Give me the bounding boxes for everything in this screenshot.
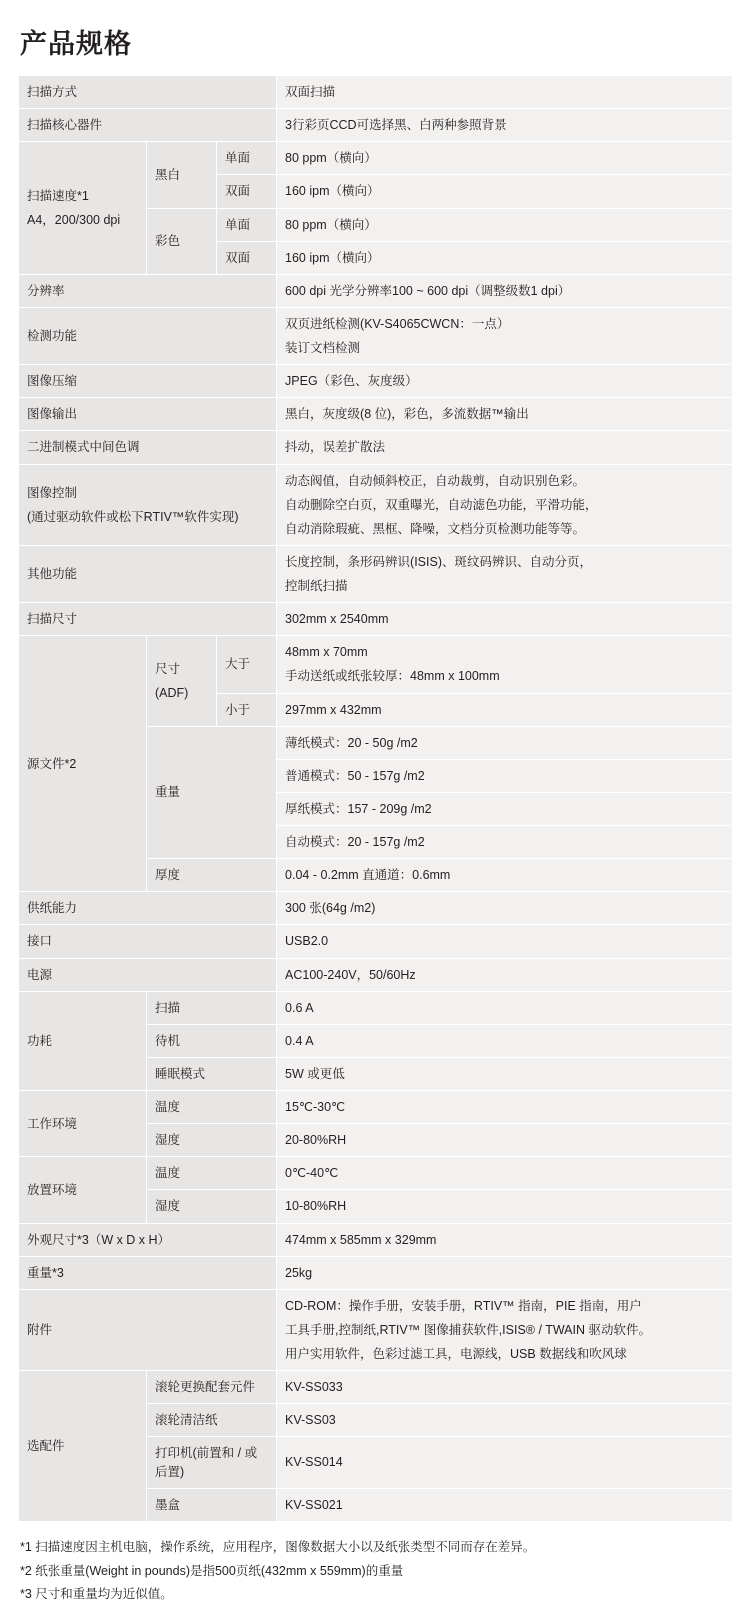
size-less-label: 小于 [217, 693, 277, 726]
footnotes [20, 1536, 730, 1607]
weight-thick-value: 厚纸模式：157 - 209g /m2 [277, 792, 733, 825]
table-row [19, 109, 733, 142]
accessory-label: 附件 [19, 1289, 277, 1370]
operating-hum-value: 20-80%RH [277, 1124, 733, 1157]
table-row [19, 603, 733, 636]
scan-speed-bw-label: 黑白 [147, 142, 217, 208]
table-row [19, 991, 733, 1024]
other-functions-value: 长度控制，条形码辨识(ISIS)、斑纹码辨识、自动分页， 控制纸扫描 [277, 545, 733, 602]
storage-hum-label: 湿度 [147, 1190, 277, 1223]
table-row [19, 398, 733, 431]
consumption-sleep-value: 5W 或更低 [277, 1057, 733, 1090]
specifications-table [18, 75, 733, 1522]
mass-label: 重量*3 [19, 1256, 277, 1289]
power-label: 电源 [19, 958, 277, 991]
paper-weight-label: 重量 [147, 726, 277, 859]
optional-roller-kit-value: KV-SS033 [277, 1371, 733, 1404]
halftone-label: 二进制模式中间色调 [19, 431, 277, 464]
page-title: 产品规格 [20, 29, 132, 59]
resolution-label: 分辨率 [19, 274, 277, 307]
document-size-label: 尺寸 (ADF) [147, 636, 217, 726]
storage-env-label: 放置环境 [19, 1157, 147, 1223]
storage-temp-label: 温度 [147, 1157, 277, 1190]
size-less-value: 297mm x 432mm [277, 693, 733, 726]
power-value: AC100-240V，50/60Hz [277, 958, 733, 991]
optional-label: 选配件 [19, 1371, 147, 1522]
optional-printer-label: 打印机(前置和 / 或后置) [147, 1437, 277, 1488]
weight-thin-value: 薄纸模式：20 - 50g /m2 [277, 726, 733, 759]
sensor-label: 扫描核心器件 [19, 109, 277, 142]
output-value: 黑白，灰度级(8 位)，彩色，多流数据™输出 [277, 398, 733, 431]
scan-speed-bw-simplex-label: 单面 [217, 142, 277, 175]
footnote-1: *1 扫描速度因主机电脑，操作系统，应用程序，图像数据大小以及纸张类型不同而存在差异。 [20, 1539, 536, 1554]
compression-label: 图像压缩 [19, 365, 277, 398]
table-row [19, 892, 733, 925]
interface-label: 接口 [19, 925, 277, 958]
table-row [19, 1256, 733, 1289]
scan-speed-bw-simplex-value: 80 ppm（横向） [277, 142, 733, 175]
consumption-label: 功耗 [19, 991, 147, 1090]
table-row [19, 958, 733, 991]
compression-value: JPEG（彩色、灰度级） [277, 365, 733, 398]
accessory-value: CD-ROM：操作手册，安装手册，RTIV™ 指南，PIE 指南，用户 工具手册,控制纸,RTIV™ 图像捕获软件,ISIS® / TWAIN 驱动软件。 用户实用软件，色彩过滤工具，电源线，USB 数据线和吹风球 [277, 1289, 733, 1370]
feeder-capacity-label: 供纸能力 [19, 892, 277, 925]
scan-speed-color-simplex-value: 80 ppm（横向） [277, 208, 733, 241]
thickness-value: 0.04 - 0.2mm 直通道：0.6mm [277, 859, 733, 892]
scan-speed-bw-duplex-value: 160 ipm（横向） [277, 175, 733, 208]
sensor-value: 3行彩页CCD可选择黑、白两种参照背景 [277, 109, 733, 142]
table-row [19, 307, 733, 364]
table-row [19, 431, 733, 464]
scan-speed-color-simplex-label: 单面 [217, 208, 277, 241]
storage-temp-value: 0℃-40℃ [277, 1157, 733, 1190]
interface-value: USB2.0 [277, 925, 733, 958]
table-row [19, 464, 733, 545]
table-row [19, 1157, 733, 1190]
scan-size-label: 扫描尺寸 [19, 603, 277, 636]
operating-hum-label: 湿度 [147, 1124, 277, 1157]
other-functions-label: 其他功能 [19, 545, 277, 602]
image-control-value: 动态阀值，自动倾斜校正，自动裁剪，自动识别色彩。 自动删除空白页，双重曝光，自动滤色功能，平滑功能， 自动消除瑕疵、黑框、降噪，文档分页检测功能等等。 [277, 464, 733, 545]
optional-roller-kit-label: 滚轮更换配套元件 [147, 1371, 277, 1404]
table-row [19, 274, 733, 307]
storage-hum-value: 10-80%RH [277, 1190, 733, 1223]
table-row [19, 1371, 733, 1404]
source-document-label: 源文件*2 [19, 636, 147, 892]
table-row [19, 1091, 733, 1124]
table-row [19, 365, 733, 398]
optional-ink-value: KV-SS021 [277, 1488, 733, 1521]
consumption-standby-label: 待机 [147, 1024, 277, 1057]
image-control-label: 图像控制 (通过驱动软件或松下RTIV™软件实现) [19, 464, 277, 545]
table-row [19, 142, 733, 175]
scan-size-value: 302mm x 2540mm [277, 603, 733, 636]
operating-temp-label: 温度 [147, 1091, 277, 1124]
detection-value: 双页进纸检测(KV-S4065CWCN：一点） 装订文档检测 [277, 307, 733, 364]
scan-speed-color-duplex-label: 双面 [217, 241, 277, 274]
table-row [19, 545, 733, 602]
thickness-label: 厚度 [147, 859, 277, 892]
dimensions-value: 474mm x 585mm x 329mm [277, 1223, 733, 1256]
mass-value: 25kg [277, 1256, 733, 1289]
table-row [19, 1223, 733, 1256]
dimensions-label: 外观尺寸*3（W x D x H） [19, 1223, 277, 1256]
scan-speed-label: 扫描速度*1 A4，200/300 dpi [19, 142, 147, 275]
weight-normal-value: 普通模式：50 - 157g /m2 [277, 759, 733, 792]
resolution-value: 600 dpi 光学分辨率100 ~ 600 dpi（调整级数1 dpi） [277, 274, 733, 307]
table-row [19, 925, 733, 958]
footnote-2: *2 纸张重量(Weight in pounds)是指500页纸(432mm x 559mm)的重量 [20, 1563, 404, 1578]
table-row [19, 636, 733, 693]
scan-speed-bw-duplex-label: 双面 [217, 175, 277, 208]
optional-ink-label: 墨盒 [147, 1488, 277, 1521]
size-greater-value: 48mm x 70mm 手动送纸或纸张较厚：48mm x 100mm [277, 636, 733, 693]
footnote-3: *3 尺寸和重量均为近似值。 [20, 1587, 173, 1602]
scan-method-label: 扫描方式 [19, 76, 277, 109]
optional-printer-value: KV-SS014 [277, 1437, 733, 1488]
scan-speed-color-label: 彩色 [147, 208, 217, 274]
table-row [19, 76, 733, 109]
optional-cleaning-paper-label: 滚轮清洁纸 [147, 1404, 277, 1437]
table-row [19, 1289, 733, 1370]
consumption-standby-value: 0.4 A [277, 1024, 733, 1057]
feeder-capacity-value: 300 张(64g /m2) [277, 892, 733, 925]
consumption-sleep-label: 睡眠模式 [147, 1057, 277, 1090]
consumption-scan-label: 扫描 [147, 991, 277, 1024]
scan-speed-color-duplex-value: 160 ipm（横向） [277, 241, 733, 274]
optional-cleaning-paper-value: KV-SS03 [277, 1404, 733, 1437]
detection-label: 检测功能 [19, 307, 277, 364]
halftone-value: 抖动，误差扩散法 [277, 431, 733, 464]
size-greater-label: 大于 [217, 636, 277, 693]
weight-auto-value: 自动模式：20 - 157g /m2 [277, 826, 733, 859]
output-label: 图像输出 [19, 398, 277, 431]
operating-env-label: 工作环境 [19, 1091, 147, 1157]
operating-temp-value: 15℃-30℃ [277, 1091, 733, 1124]
consumption-scan-value: 0.6 A [277, 991, 733, 1024]
scan-method-value: 双面扫描 [277, 76, 733, 109]
